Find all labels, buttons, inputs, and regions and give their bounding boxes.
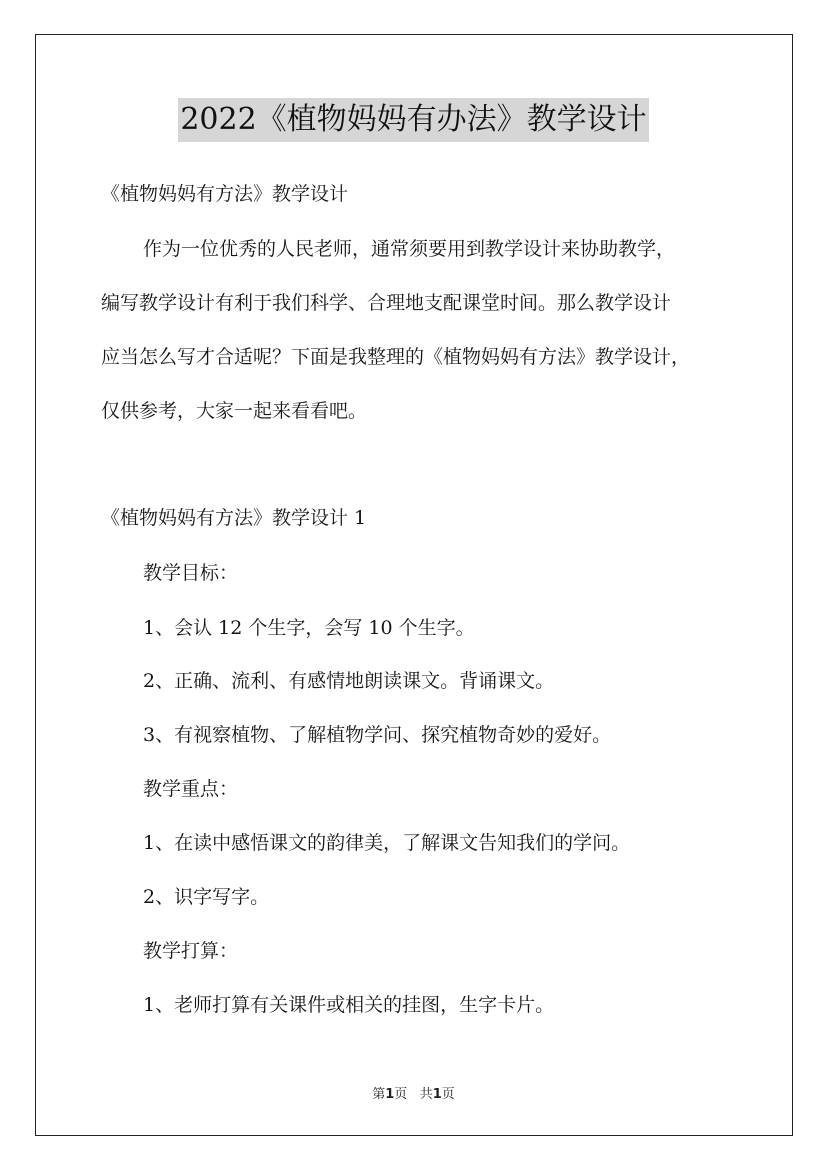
prep-heading: 教学打算： — [143, 940, 239, 962]
focus-item-2: 2、识字写字。 — [143, 886, 270, 908]
document-subtitle: 《植物妈妈有方法》教学设计 — [101, 183, 349, 205]
intro-line-4: 仅供参考，大家一起来看看吧。 — [101, 400, 368, 422]
intro-line-3: 应当怎么写才合适呢？下面是我整理的《植物妈妈有方法》教学设计， — [101, 346, 691, 368]
footer-page-total: 1 — [432, 1087, 442, 1102]
footer-total-suffix: 页 — [441, 1087, 455, 1102]
prep-item-1: 1、老师打算有关课件或相关的挂图，生字卡片。 — [143, 994, 555, 1016]
focus-item-1: 1、在读中感悟课文的韵律美，了解课文告知我们的学问。 — [143, 832, 631, 854]
goal-item-1: 1、会认 12 个生字，会写 10 个生字。 — [143, 617, 475, 639]
section-title: 《植物妈妈有方法》教学设计 1 — [101, 507, 367, 529]
focus-heading: 教学重点： — [143, 778, 239, 800]
goal-item-3: 3、有视察植物、了解植物学问、探究植物奇妙的爱好。 — [143, 724, 612, 746]
footer-total-prefix: 共 — [419, 1087, 433, 1102]
goal-item-2: 2、正确、流利、有感情地朗读课文。背诵课文。 — [143, 670, 555, 692]
page-footer — [0, 1083, 827, 1102]
intro-line-2: 编写教学设计有利于我们科学、合理地支配课堂时间。那么教学设计 — [101, 292, 672, 314]
footer-page-current: 1 — [385, 1087, 395, 1102]
goals-heading: 教学目标： — [143, 562, 239, 584]
title-container — [0, 98, 827, 142]
document-title: 2022《植物妈妈有办法》教学设计 — [178, 98, 648, 142]
footer-page-suffix: 页 — [394, 1087, 408, 1102]
intro-line-1: 作为一位优秀的人民老师，通常须要用到教学设计来协助教学， — [143, 238, 676, 260]
footer-page-prefix: 第 — [372, 1087, 386, 1102]
